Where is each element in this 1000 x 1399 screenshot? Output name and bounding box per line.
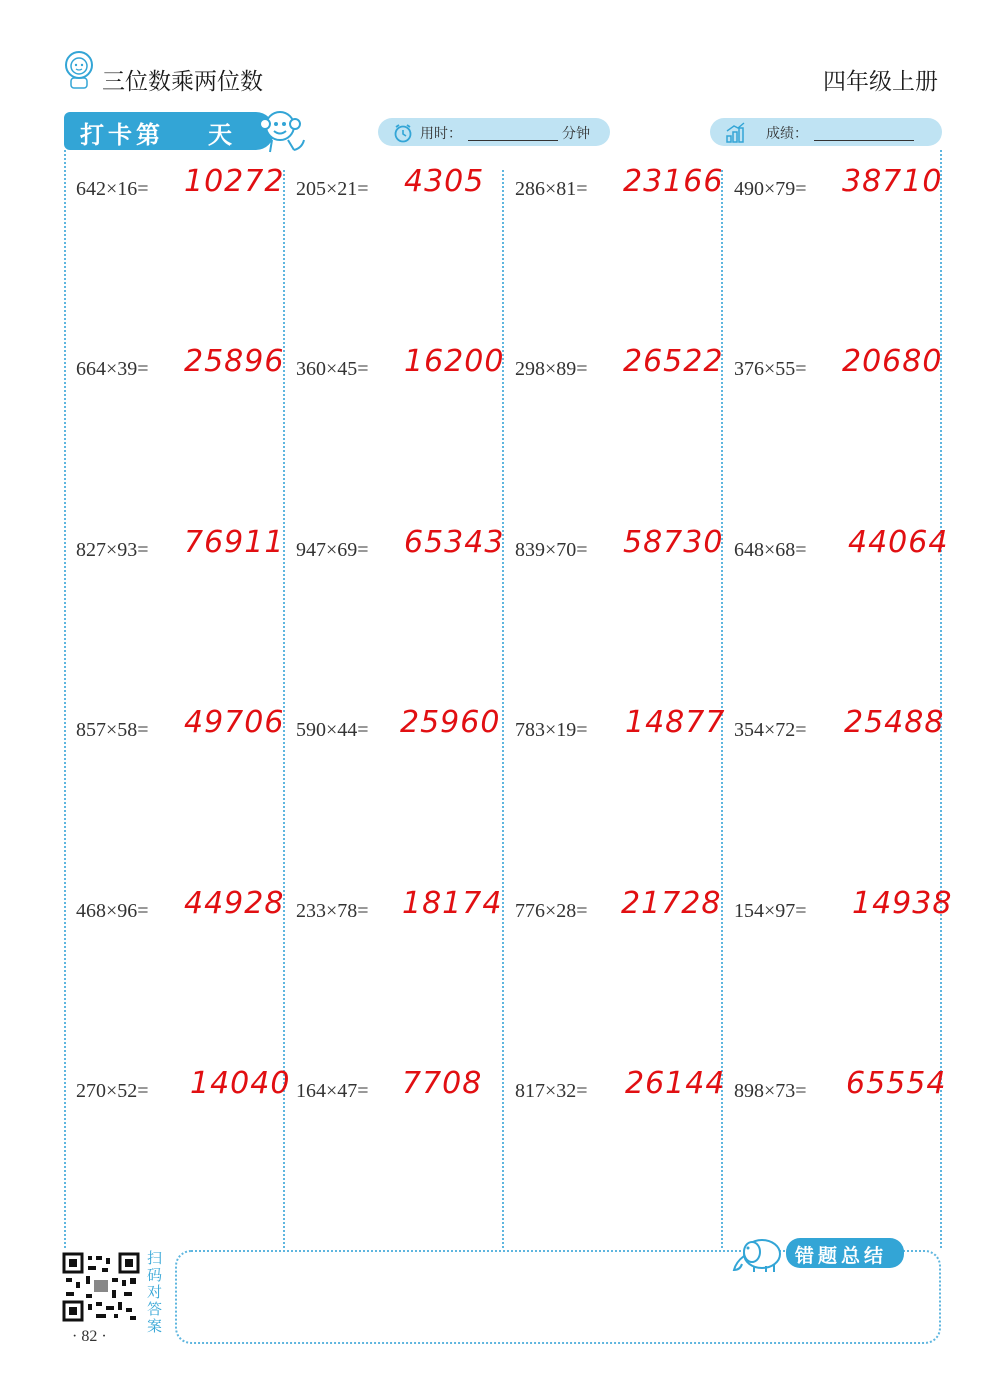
problem-expression: 776×28= bbox=[515, 900, 588, 922]
problem-expression: 468×96= bbox=[76, 900, 149, 922]
time-unit: 分钟 bbox=[562, 126, 590, 142]
problem-answer: 49706 bbox=[184, 705, 285, 740]
monkey-mascot-icon bbox=[254, 104, 310, 156]
problem-expression: 298×89= bbox=[515, 358, 588, 380]
time-label: 用时： bbox=[420, 126, 462, 142]
problem-expression: 664×39= bbox=[76, 358, 149, 380]
page-title: 三位数乘两位数 bbox=[102, 69, 263, 95]
problem-expression: 642×16= bbox=[76, 178, 149, 200]
problem-answer: 21728 bbox=[621, 886, 722, 921]
problem-expression: 648×68= bbox=[734, 539, 807, 561]
problem-answer: 25960 bbox=[400, 705, 501, 740]
problem-expression: 286×81= bbox=[515, 178, 588, 200]
time-field bbox=[378, 118, 610, 146]
problem-answer: 44064 bbox=[848, 525, 949, 560]
mistake-summary-label: 错题总结 bbox=[795, 1245, 888, 1267]
qr-caption: 扫码对答案 bbox=[147, 1249, 163, 1335]
problem-expression: 490×79= bbox=[734, 178, 807, 200]
problem-answer: 18174 bbox=[402, 886, 503, 921]
problem-expression: 783×19= bbox=[515, 719, 588, 741]
lion-logo-icon bbox=[62, 50, 96, 90]
checkin-day-unit: 天 bbox=[208, 121, 232, 149]
problem-answer: 4305 bbox=[404, 164, 485, 199]
problem-answer: 58730 bbox=[623, 525, 724, 560]
score-input-line[interactable] bbox=[814, 140, 914, 141]
checkin-label: 打卡第 bbox=[80, 121, 164, 149]
alarm-clock-icon bbox=[392, 122, 414, 144]
problem-expression: 164×47= bbox=[296, 1080, 369, 1102]
problem-expression: 205×21= bbox=[296, 178, 369, 200]
problem-answer: 23166 bbox=[623, 164, 724, 199]
problem-answer: 14938 bbox=[852, 886, 953, 921]
problem-answer: 14040 bbox=[190, 1066, 291, 1101]
problem-expression: 817×32= bbox=[515, 1080, 588, 1102]
problem-expression: 233×78= bbox=[296, 900, 369, 922]
problem-expression: 270×52= bbox=[76, 1080, 149, 1102]
problem-answer: 14877 bbox=[625, 705, 726, 740]
problem-answer: 7708 bbox=[402, 1066, 483, 1101]
grade-label: 四年级上册 bbox=[823, 69, 938, 95]
problem-answer: 26522 bbox=[623, 344, 724, 379]
score-label: 成绩： bbox=[766, 126, 808, 142]
qr-code-icon[interactable] bbox=[62, 1252, 140, 1322]
bar-chart-icon bbox=[724, 122, 746, 144]
problem-expression: 154×97= bbox=[734, 900, 807, 922]
problem-expression: 839×70= bbox=[515, 539, 588, 561]
problem-expression: 898×73= bbox=[734, 1080, 807, 1102]
problem-expression: 947×69= bbox=[296, 539, 369, 561]
problem-expression: 354×72= bbox=[734, 719, 807, 741]
problem-expression: 590×44= bbox=[296, 719, 369, 741]
problem-answer: 76911 bbox=[184, 525, 285, 560]
problem-answer: 38710 bbox=[842, 164, 943, 199]
problem-answer: 65343 bbox=[404, 525, 505, 560]
problem-answer: 25896 bbox=[184, 344, 285, 379]
problem-answer: 65554 bbox=[846, 1066, 947, 1101]
problem-answer: 16200 bbox=[404, 344, 505, 379]
problem-answer: 44928 bbox=[184, 886, 285, 921]
score-field bbox=[710, 118, 942, 146]
problem-expression: 376×55= bbox=[734, 358, 807, 380]
problem-expression: 857×58= bbox=[76, 719, 149, 741]
time-input-line[interactable] bbox=[468, 140, 558, 141]
problem-answer: 26144 bbox=[625, 1066, 726, 1101]
page-number: · 82 · bbox=[72, 1328, 107, 1345]
problem-answer: 25488 bbox=[844, 705, 945, 740]
problem-expression: 827×93= bbox=[76, 539, 149, 561]
elephant-mascot-icon bbox=[730, 1232, 788, 1274]
problem-expression: 360×45= bbox=[296, 358, 369, 380]
problem-answer: 20680 bbox=[842, 344, 943, 379]
problem-answer: 10272 bbox=[184, 164, 285, 199]
column-divider bbox=[502, 170, 504, 1248]
